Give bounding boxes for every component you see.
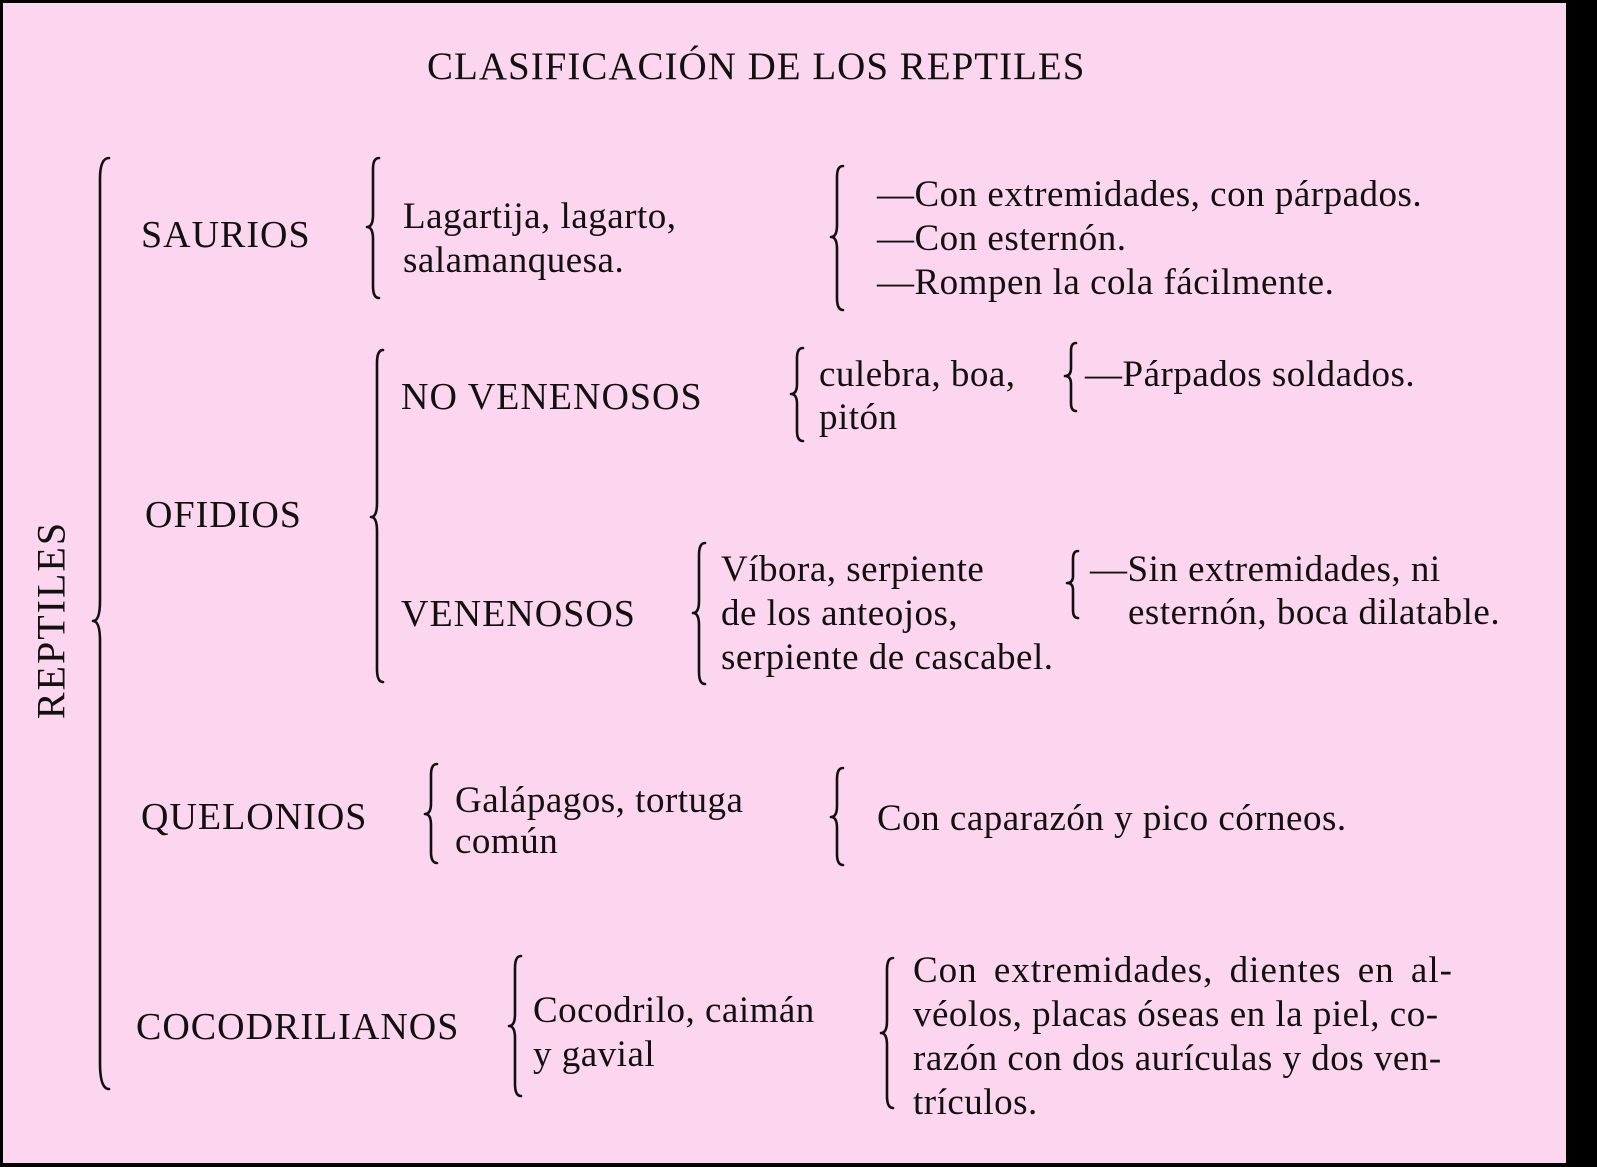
subgroup-label-no-venenosos: NO VENENOSOS [401,376,703,418]
ofidios-brace [369,345,389,690]
diagram-title: CLASIFICACIÓN DE LOS REPTILES [427,45,1086,88]
saurios-example-line: salamanquesa. [403,240,625,281]
cocodrilianos-traits-brace [879,953,899,1118]
cocodrilianos-trait-line: Con extremidades, dientes en al- [913,950,1453,991]
no-venenosos-example-line: culebra, boa, [819,354,1016,395]
root-label-reptiles: REPTILES [28,520,74,720]
quelonios-example-line: Galápagos, tortuga [455,780,744,821]
saurios-traits-brace [829,161,849,311]
cocodrilianos-trait-line: razón con dos aurículas y dos ven- [913,1038,1442,1079]
no-venenosos-example-line: pitón [819,397,898,438]
quelonios-trait-line: Con caparazón y pico córneos. [877,798,1347,839]
no-venenosos-traits-brace [1063,338,1083,418]
cocodrilianos-example-line: y gavial [533,1034,656,1075]
cocodrilianos-trait-line: véolos, placas óseas en la piel, co- [913,994,1439,1035]
no-venenosos-trait-line: —Párpados soldados. [1085,354,1416,395]
saurios-trait-line: —Con extremidades, con párpados. [877,174,1423,215]
no-venenosos-examples-brace [789,343,809,448]
main-brace [93,153,123,1098]
quelonios-traits-brace [829,763,849,873]
cocodrilianos-trait-line: trículos. [913,1082,1038,1123]
venenosos-trait-line: esternón, boca dilatable. [1128,592,1501,633]
group-label-saurios: SAURIOS [141,214,311,256]
group-label-cocodrilianos: COCODRILIANOS [136,1006,460,1048]
saurios-example-line: Lagartija, lagarto, [403,196,677,237]
cocodrilianos-examples-brace [507,951,527,1106]
subgroup-label-venenosos: VENENOSOS [401,593,636,635]
venenosos-example-line: de los anteojos, [721,593,959,634]
venenosos-example-line: Víbora, serpiente [721,549,985,590]
saurios-examples-brace [365,153,385,303]
venenosos-example-line: serpiente de cascabel. [721,637,1054,678]
group-label-ofidios: OFIDIOS [145,494,302,536]
saurios-trait-line: —Con esternón. [877,218,1127,259]
venenosos-trait-line: —Sin extremidades, ni [1090,549,1441,590]
cocodrilianos-example-line: Cocodrilo, caimán [533,990,815,1031]
classification-diagram [3,3,1566,1163]
saurios-trait-line: —Rompen la cola fácilmente. [877,262,1335,303]
quelonios-examples-brace [423,759,443,871]
venenosos-traits-brace [1065,546,1085,626]
venenosos-examples-brace [691,538,711,693]
group-label-quelonios: QUELONIOS [141,796,368,838]
quelonios-example-line: común [455,821,559,862]
